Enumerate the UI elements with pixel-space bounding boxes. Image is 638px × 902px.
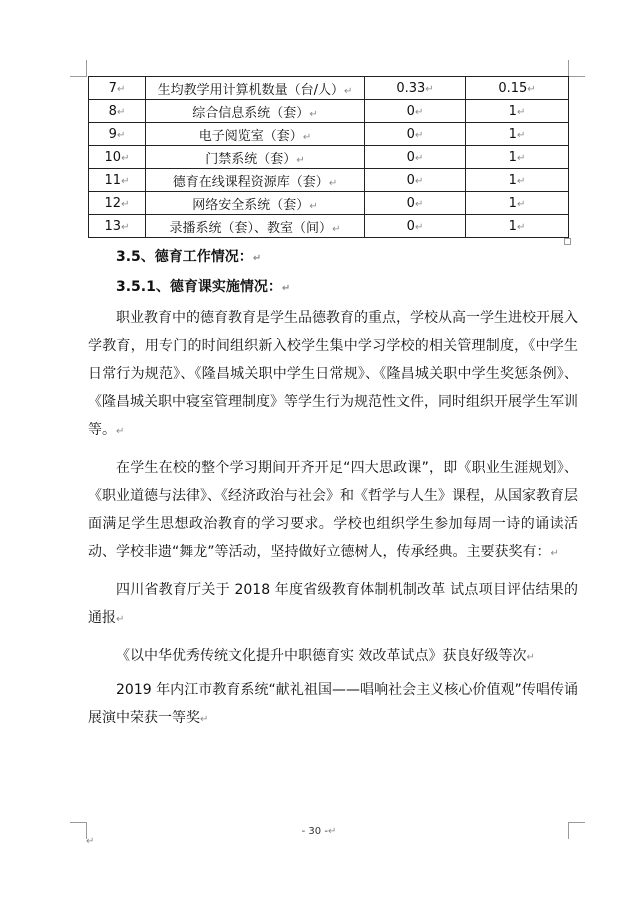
paragraph-moral-education: 职业教育中的德育教育是学生品德教育的重点，学校从高一学生进校开展入学教育，用专门的时间组织新入校学生集中学习学校的相关管理制度，《中学生日常行为规范》、《隆昌城关职中学生日常规》、《隆昌城关职中学生奖惩条例》、《隆昌城关职中寝室管理制度》等学生行为规范性文件，同时组织开展学生军训等。↵ — [88, 310, 578, 438]
cell-end-mark: ↵ — [516, 129, 526, 141]
item-name-cell[interactable] — [146, 146, 365, 169]
cell-end-mark: ↵ — [414, 129, 424, 141]
item-name-cell[interactable] — [146, 169, 365, 192]
row-number-cell[interactable] — [89, 77, 146, 100]
row-number: 7 — [108, 80, 117, 96]
cell-end-mark: ↵ — [309, 200, 318, 212]
value-current: 0 — [406, 126, 415, 142]
row-number-cell[interactable] — [89, 146, 146, 169]
item-name-cell[interactable] — [146, 123, 365, 146]
item-name: 录播系统（套）、教室（间） — [169, 220, 333, 236]
row-number-cell[interactable] — [89, 215, 146, 238]
value-current-cell[interactable] — [365, 146, 466, 169]
row-number: 9 — [108, 126, 117, 142]
value-current-cell[interactable] — [365, 192, 466, 215]
section-heading: 3.5、德育工作情况：↵ — [116, 249, 262, 265]
cell-end-mark: ↵ — [516, 106, 526, 118]
award-item: 2019 年内江市教育系统“献礼祖国——唱响社会主义核心价值观”传唱传诵展演中荣获一等奖↵ — [88, 682, 578, 726]
value-target: 1 — [508, 103, 517, 119]
cell-end-mark: ↵ — [516, 175, 526, 187]
cell-end-mark: ↵ — [414, 152, 424, 164]
item-name-cell[interactable] — [146, 77, 365, 100]
cell-end-mark: ↵ — [121, 198, 130, 210]
cell-end-mark: ↵ — [414, 106, 424, 118]
value-target: 1 — [508, 172, 517, 188]
cell-end-mark: ↵ — [414, 221, 424, 233]
table-row — [89, 123, 569, 146]
cell-end-mark: ↵ — [516, 198, 526, 210]
value-target-cell[interactable] — [466, 192, 569, 215]
cell-end-mark: ↵ — [414, 198, 424, 210]
item-name-cell[interactable] — [146, 192, 365, 215]
cell-end-mark: ↵ — [296, 154, 305, 166]
row-number-cell[interactable] — [89, 192, 146, 215]
body-text — [88, 304, 578, 734]
table-row — [89, 169, 569, 192]
value-target-cell[interactable] — [466, 123, 569, 146]
value-current: 0 — [406, 218, 415, 234]
paragraph-mark: ↵ — [86, 836, 95, 847]
value-target: 1 — [508, 149, 517, 165]
row-number: 11 — [104, 172, 122, 188]
value-current-cell[interactable] — [365, 215, 466, 238]
item-name: 德育在线课程资源库（套） — [172, 174, 329, 190]
cell-end-mark: ↵ — [332, 223, 341, 235]
cell-end-mark: ↵ — [516, 221, 526, 233]
table-row — [89, 192, 569, 215]
subsection-heading: 3.5.1、德育课实施情况：↵ — [116, 279, 291, 295]
page-number: - 30 -↵ — [301, 826, 337, 837]
crop-mark-top-left — [70, 60, 87, 77]
value-target-cell[interactable] — [466, 146, 569, 169]
row-number-cell[interactable] — [89, 169, 146, 192]
item-name: 生均教学用计算机数量（台/人） — [157, 82, 344, 98]
value-current: 0 — [406, 172, 415, 188]
table-row — [89, 146, 569, 169]
award-item: 四川省教育厅关于 2018 年度省级教育体制机制改革 试点项目评估结果的通报↵ — [88, 582, 578, 626]
paragraph-ideological-courses: 在学生在校的整个学习期间开齐开足“四大思政课”，即《职业生涯规划》、《职业道德与法律》、《经济政治与社会》和《哲学与人生》课程，从国家教育层面满足学生思想政治教育的学习要求。学校也组织学生参加每周一诗的诵读活动、学校非遗“舞龙”等活动，坚持做好立德树人，传承经典。主要获奖有：↵ — [88, 460, 578, 560]
row-number-cell[interactable] — [89, 123, 146, 146]
value-current-cell[interactable] — [365, 77, 466, 100]
row-number: 8 — [108, 103, 117, 119]
value-target: 0.15 — [498, 80, 528, 96]
table-resize-handle[interactable] — [564, 238, 571, 245]
cell-end-mark: ↵ — [309, 108, 318, 120]
cell-end-mark: ↵ — [302, 131, 312, 143]
value-current: 0 — [406, 195, 415, 211]
cell-end-mark: ↵ — [344, 85, 353, 97]
award-item: 《以中华优秀传统文化提升中职德育实 效改革试点》获良好级等次↵ — [116, 648, 535, 664]
value-target-cell[interactable] — [466, 169, 569, 192]
item-name: 电子阅览室（套） — [198, 128, 303, 144]
table-row — [89, 100, 569, 123]
equipment-table — [88, 76, 569, 238]
crop-mark-top-right — [568, 60, 585, 77]
value-current: 0 — [406, 103, 415, 119]
row-number: 10 — [104, 149, 122, 165]
item-name-cell[interactable] — [146, 100, 365, 123]
value-current-cell[interactable] — [365, 123, 466, 146]
cell-end-mark: ↵ — [116, 83, 126, 95]
value-target: 1 — [508, 126, 517, 142]
item-name: 综合信息系统（套） — [192, 105, 310, 121]
cell-end-mark: ↵ — [121, 152, 130, 164]
value-target-cell[interactable] — [466, 77, 569, 100]
value-target-cell[interactable] — [466, 100, 569, 123]
value-current-cell[interactable] — [365, 169, 466, 192]
row-number: 13 — [104, 218, 122, 234]
value-current: 0 — [406, 149, 415, 165]
item-name-cell[interactable] — [146, 215, 365, 238]
cell-end-mark: ↵ — [527, 83, 536, 95]
value-target-cell[interactable] — [466, 215, 569, 238]
cell-end-mark: ↵ — [328, 177, 338, 189]
value-current: 0.33 — [396, 80, 426, 96]
cell-end-mark: ↵ — [516, 152, 526, 164]
cell-end-mark: ↵ — [116, 106, 126, 118]
value-current-cell[interactable] — [365, 100, 466, 123]
table-row — [89, 77, 569, 100]
item-name: 网络安全系统（套） — [192, 197, 310, 213]
cell-end-mark: ↵ — [414, 175, 424, 187]
row-number-cell[interactable] — [89, 100, 146, 123]
cell-end-mark: ↵ — [121, 175, 130, 187]
value-target: 1 — [508, 195, 517, 211]
table-row — [89, 215, 569, 238]
cell-end-mark: ↵ — [425, 83, 434, 95]
cell-end-mark: ↵ — [116, 129, 126, 141]
row-number: 12 — [104, 195, 122, 211]
cell-end-mark: ↵ — [121, 221, 130, 233]
value-target: 1 — [508, 218, 517, 234]
item-name: 门禁系统（套） — [205, 151, 297, 167]
